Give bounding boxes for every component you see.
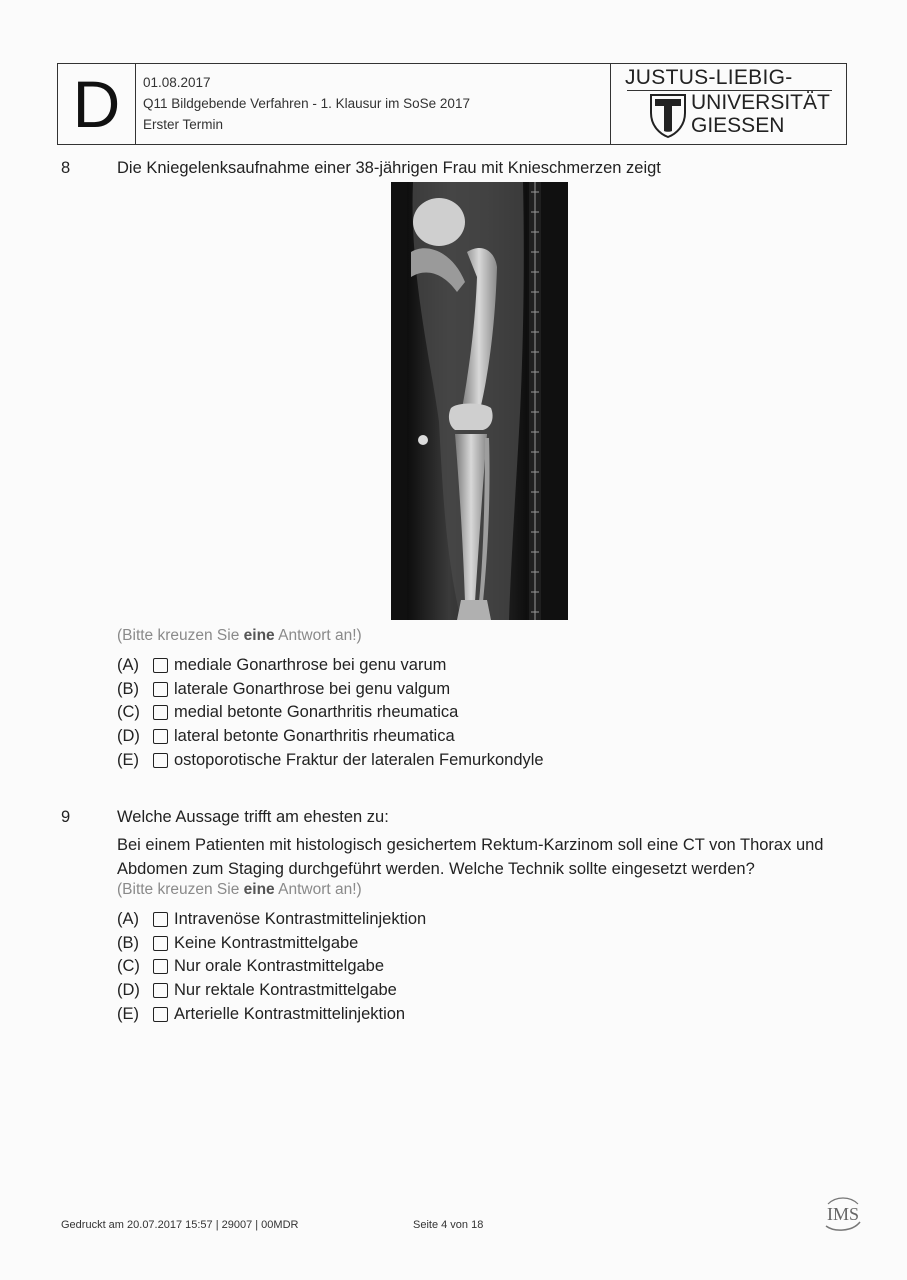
university-name-line1: JUSTUS-LIEBIG- (625, 66, 793, 89)
option-text: medial betonte Gonarthritis rheumatica (174, 703, 459, 722)
option-text: laterale Gonarthrose bei genu valgum (174, 679, 451, 698)
answer-option-b[interactable] (117, 678, 544, 702)
instruction-emphasis: eine (243, 627, 275, 644)
instruction-text: Antwort an!) (274, 881, 362, 898)
question-9-instruction (117, 881, 362, 899)
shield-icon (649, 93, 687, 139)
answer-checkbox[interactable] (153, 1007, 168, 1022)
answer-checkbox[interactable] (153, 936, 168, 951)
answer-option-e[interactable] (117, 748, 544, 772)
exam-term: Erster Termin (143, 117, 224, 132)
answer-checkbox[interactable] (153, 658, 168, 673)
option-text: lateral betonte Gonarthritis rheumatica (174, 727, 455, 746)
question-9-options (117, 908, 426, 1026)
answer-checkbox[interactable] (153, 912, 168, 927)
answer-option-e[interactable] (117, 1002, 426, 1026)
answer-option-d[interactable] (117, 725, 544, 749)
print-info: Gedruckt am 20.07.2017 15:57 | 29007 | 00MDR (61, 1219, 299, 1231)
ims-logo (822, 1196, 862, 1232)
option-text: Nur rektale Kontrastmittelgabe (174, 981, 397, 1000)
question-8-number: 8 (61, 159, 71, 177)
question-9-body: Bei einem Patienten mit histologisch gesichertem Rektum-Karzinom soll eine CT von Thorax und Abdomen zum Staging durchgeführt werden. Welche Technik sollte eingesetzt werden? (117, 836, 824, 878)
option-text: ostoporotische Fraktur der lateralen Femurkondyle (174, 750, 544, 769)
answer-checkbox[interactable] (153, 682, 168, 697)
option-text: Intravenöse Kontrastmittelinjektion (174, 910, 427, 929)
version-cell (58, 64, 136, 144)
answer-option-c[interactable] (117, 955, 426, 979)
university-logo (610, 64, 846, 144)
option-text: Nur orale Kontrastmittelgabe (174, 957, 385, 976)
answer-option-d[interactable] (117, 979, 426, 1003)
answer-option-a[interactable] (117, 654, 544, 678)
university-name-line3: GIESSEN (691, 114, 785, 137)
option-label: (D) (117, 727, 140, 746)
exam-header (57, 63, 847, 145)
option-label: (A) (117, 910, 139, 929)
option-label: (D) (117, 981, 140, 1000)
exam-course: Q11 Bildgebende Verfahren - 1. Klausur im SoSe 2017 (143, 96, 470, 111)
option-text: mediale Gonarthrose bei genu varum (174, 656, 447, 675)
question-8-text: Die Kniegelenksaufnahme einer 38-jährigen Frau mit Knieschmerzen zeigt (117, 159, 661, 177)
instruction-text: (Bitte kreuzen Sie (117, 627, 244, 644)
exam-version-letter: D (72, 67, 121, 141)
instruction-emphasis: eine (243, 881, 275, 898)
page-number: Seite 4 von 18 (413, 1219, 484, 1231)
answer-checkbox[interactable] (153, 729, 168, 744)
option-label: (A) (117, 656, 139, 675)
answer-checkbox[interactable] (153, 983, 168, 998)
option-text: Arterielle Kontrastmittelinjektion (174, 1004, 406, 1023)
option-label: (E) (117, 1004, 139, 1023)
instruction-text: Antwort an!) (274, 627, 362, 644)
answer-checkbox[interactable] (153, 959, 168, 974)
exam-info (143, 72, 470, 135)
answer-checkbox[interactable] (153, 705, 168, 720)
option-label: (C) (117, 703, 140, 722)
ims-logo-text: IMS (827, 1204, 860, 1224)
answer-option-c[interactable] (117, 701, 544, 725)
knee-xray-image (391, 182, 568, 620)
option-label: (B) (117, 933, 139, 952)
answer-option-b[interactable] (117, 932, 426, 956)
question-9-number: 9 (61, 808, 71, 826)
option-label: (B) (117, 679, 139, 698)
university-name-line2: UNIVERSITÄT (691, 91, 830, 114)
option-label: (C) (117, 957, 140, 976)
answer-checkbox[interactable] (153, 753, 168, 768)
question-8-options (117, 654, 544, 772)
question-9-text: Welche Aussage trifft am ehesten zu: (117, 808, 389, 826)
option-label: (E) (117, 750, 139, 769)
option-text: Keine Kontrastmittelgabe (174, 933, 359, 952)
answer-option-a[interactable] (117, 908, 426, 932)
instruction-text: (Bitte kreuzen Sie (117, 881, 244, 898)
question-8-instruction (117, 627, 362, 645)
exam-date: 01.08.2017 (143, 75, 211, 90)
